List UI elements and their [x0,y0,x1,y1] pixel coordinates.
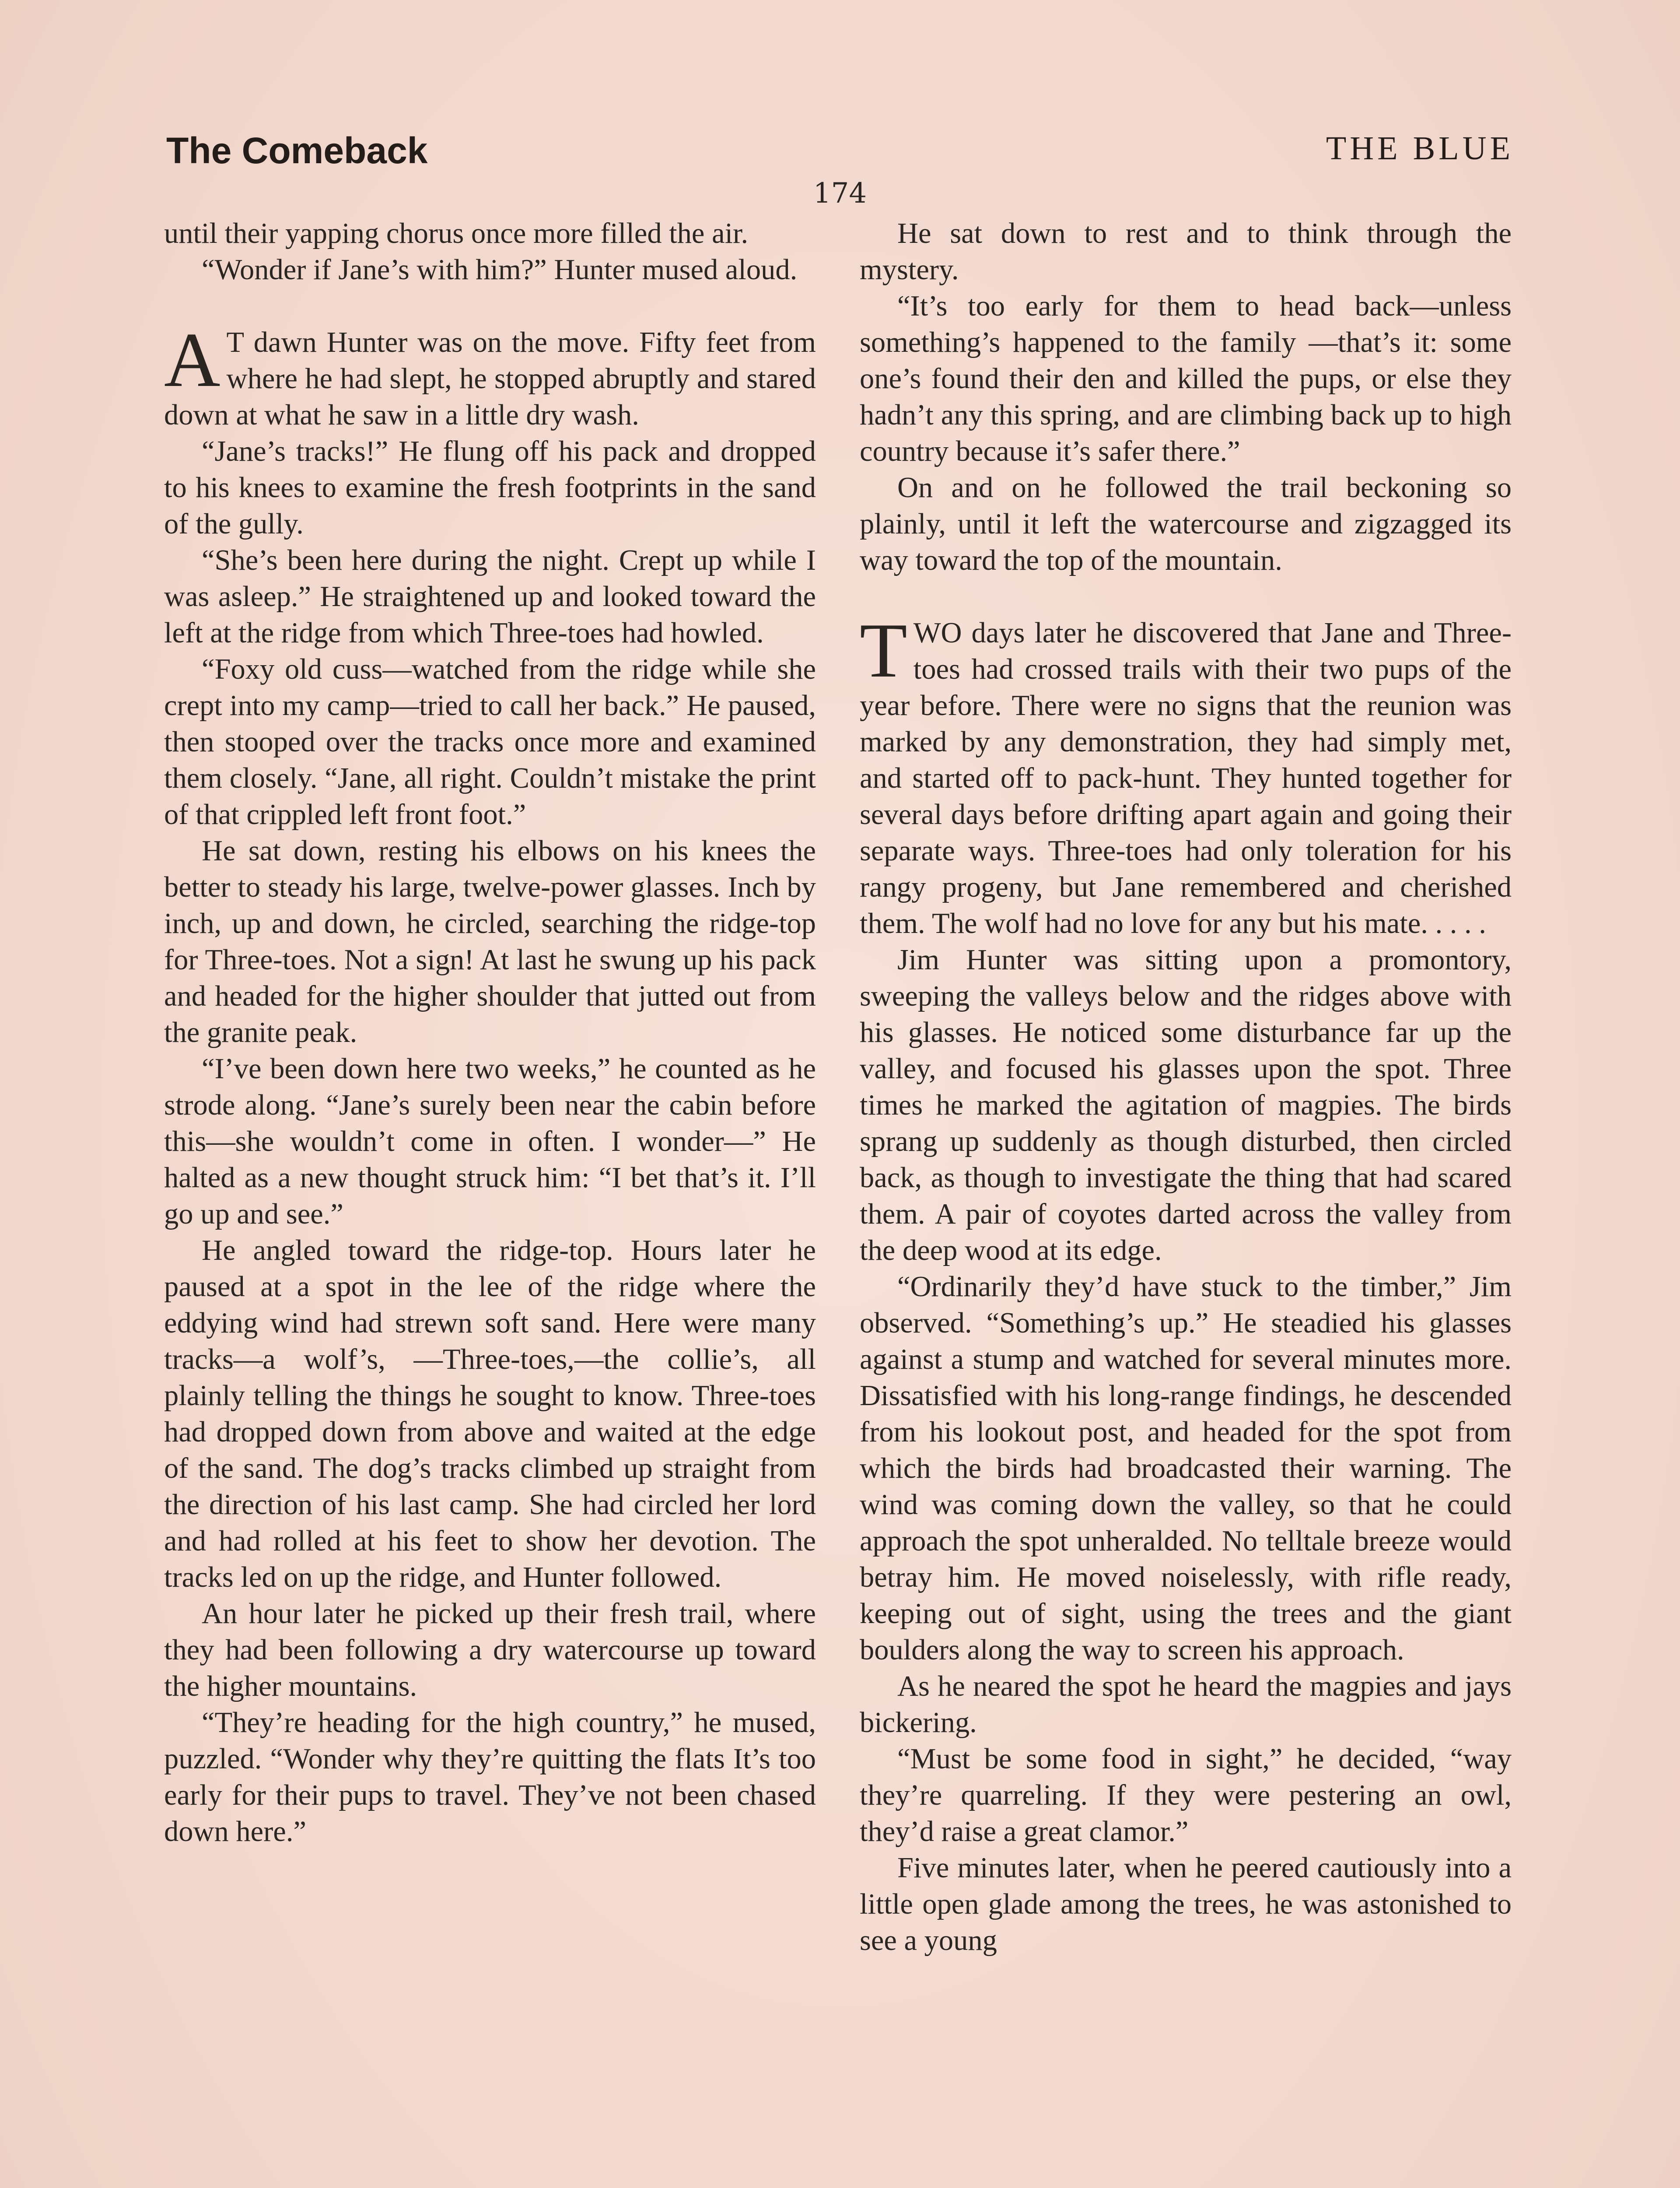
paragraph [164,252,816,288]
paragraph [860,470,1512,579]
paragraph [164,433,816,542]
paragraph [164,215,816,252]
paragraph-text: “I’ve been down here two weeks,” he counted as he strode along. “Jane’s surely been near the cabin before this—she wouldn’t come in often. I wonder—” He halted as a new thought struck him: “I bet that’s it. I’ll go up and see.” [164,1053,816,1230]
left-column [164,215,816,1850]
paragraph-text: “They’re heading for the high country,” he mused, puzzled. “Wonder why they’re quitting the flats It’s too early for their pups to travel. They’ve not been chased down here.” [164,1707,816,1848]
paragraph [860,942,1512,1269]
paragraph [860,1850,1512,1959]
page-number: 174 [813,177,867,210]
paragraph-text: until their yapping chorus once more filled the air. [164,217,749,249]
paragraph-text: As he neared the spot he heard the magpies and jays bickering. [860,1670,1512,1739]
right-column [860,215,1512,1959]
paragraph [164,1704,816,1850]
paragraph-text: “Wonder if Jane’s with him?” Hunter mused aloud. [202,254,798,286]
paragraph [860,1269,1512,1668]
paragraph [164,1232,816,1595]
paragraph [164,542,816,651]
paragraph [164,316,816,433]
paragraph-text: Five minutes later, when he peered cautiously into a little open glade among the trees, he was astonished to see a young [860,1852,1512,1957]
paragraph-text: “Must be some food in sight,” he decided, “way they’re quarreling. If they were pestering an owl, they’d raise a great clamor.” [860,1743,1512,1848]
drop-cap: T [860,607,907,694]
paragraph [860,607,1512,942]
magazine-name: THE BLUE [1326,130,1514,167]
paragraph-text: “Jane’s tracks!” He flung off his pack and dropped to his knees to examine the fresh footprints in the sand of the gully. [164,435,816,540]
paragraph [860,288,1512,470]
paragraph-text: T dawn Hunter was on the move. Fifty feet from where he had slept, he stopped abruptly and stared down at what he saw in a little dry wash. [164,326,816,431]
paragraph-text: “Foxy old cuss—watched from the ridge while she crept into my camp—tried to call her back.” He paused, then stooped over the tracks once more and examined them closely. “Jane, all right. Couldn’t mistake the print of that crippled left front foot.” [164,653,816,831]
paragraph-text: He angled toward the ridge-top. Hours later he paused at a spot in the lee of the ridge where the eddying wind had strewn soft sand. Here were many tracks—a wolf’s, —Three-toes,—the collie’s, all plainly telling the things he sought to know. Three-toes had dropped down from above and waited at the edge of the sand. The dog’s tracks climbed up straight from the direction of his last camp. She had circled her lord and had rolled at his feet to show her devotion. The tracks led on up the ridge, and Hunter followed. [164,1234,816,1593]
paragraph-text: He sat down to rest and to think through the mystery. [860,217,1512,286]
paragraph [860,1668,1512,1741]
paragraph [860,1741,1512,1850]
paragraph [164,1595,816,1704]
paragraph [164,833,816,1051]
paragraph-text: An hour later he picked up their fresh trail, where they had been following a dry watercourse up toward the higher mountains. [164,1598,816,1702]
paragraph [164,651,816,833]
paragraph-text: “She’s been here during the night. Crept up while I was asleep.” He straightened up and looked toward the left at the ridge from which Three-toes had howled. [164,544,816,649]
paragraph-text: WO days later he discovered that Jane and Three-toes had crossed trails with their two pups of the year before. There were no signs that the reunion was marked by any demonstration, they had simply met, and started off to pack-hunt. They hunted together for several days before drifting apart again and going their separate ways. Three-toes had only toleration for his rangy progeny, but Jane remembered and cherished them. The wolf had no love for any but his mate. . . . . [860,617,1512,940]
drop-cap: A [164,316,220,403]
paragraph-text: “Ordinarily they’d have stuck to the timber,” Jim observed. “Something’s up.” He steadied his glasses against a stump and watched for several minutes more. Dissatisfied with his long-range findings, he descended from his lookout post, and headed for the spot from which the birds had broadcasted their warning. The wind was coming down the valley, so that he could approach the spot unheralded. No telltale breeze would betray him. He moved noiselessly, with rifle ready, keeping out of sight, using the trees and the giant boulders along the way to screen his approach. [860,1271,1512,1666]
paragraph-text: “It’s too early for them to head back—unless something’s happened to the family —that’s it: some one’s found their den and killed the pups, or else they hadn’t any this spring, and are climbing back up to high country because it’s safer there.” [860,290,1512,467]
paragraph-text: On and on he followed the trail beckoning so plainly, until it left the watercourse and zigzagged its way toward the top of the mountain. [860,472,1512,576]
paragraph [164,1051,816,1232]
paragraph-text: Jim Hunter was sitting upon a promontory, sweeping the valleys below and the ridges above with his glasses. He noticed some disturbance far up the valley, and focused his glasses upon the spot. Three times he marked the agitation of magpies. The birds sprang up suddenly as though disturbed, then circled back, as though to investigate the thing that had scared them. A pair of coyotes darted across the valley from the deep wood at its edge. [860,944,1512,1266]
story-title: The Comeback [166,130,428,171]
paragraph [860,215,1512,288]
paragraph-text: He sat down, resting his elbows on his knees the better to steady his large, twelve-power glasses. Inch by inch, up and down, he circled, searching the ridge-top for Three-toes. Not a sign! At last he swung up his pack and headed for the higher shoulder that jutted out from the granite peak. [164,835,816,1048]
